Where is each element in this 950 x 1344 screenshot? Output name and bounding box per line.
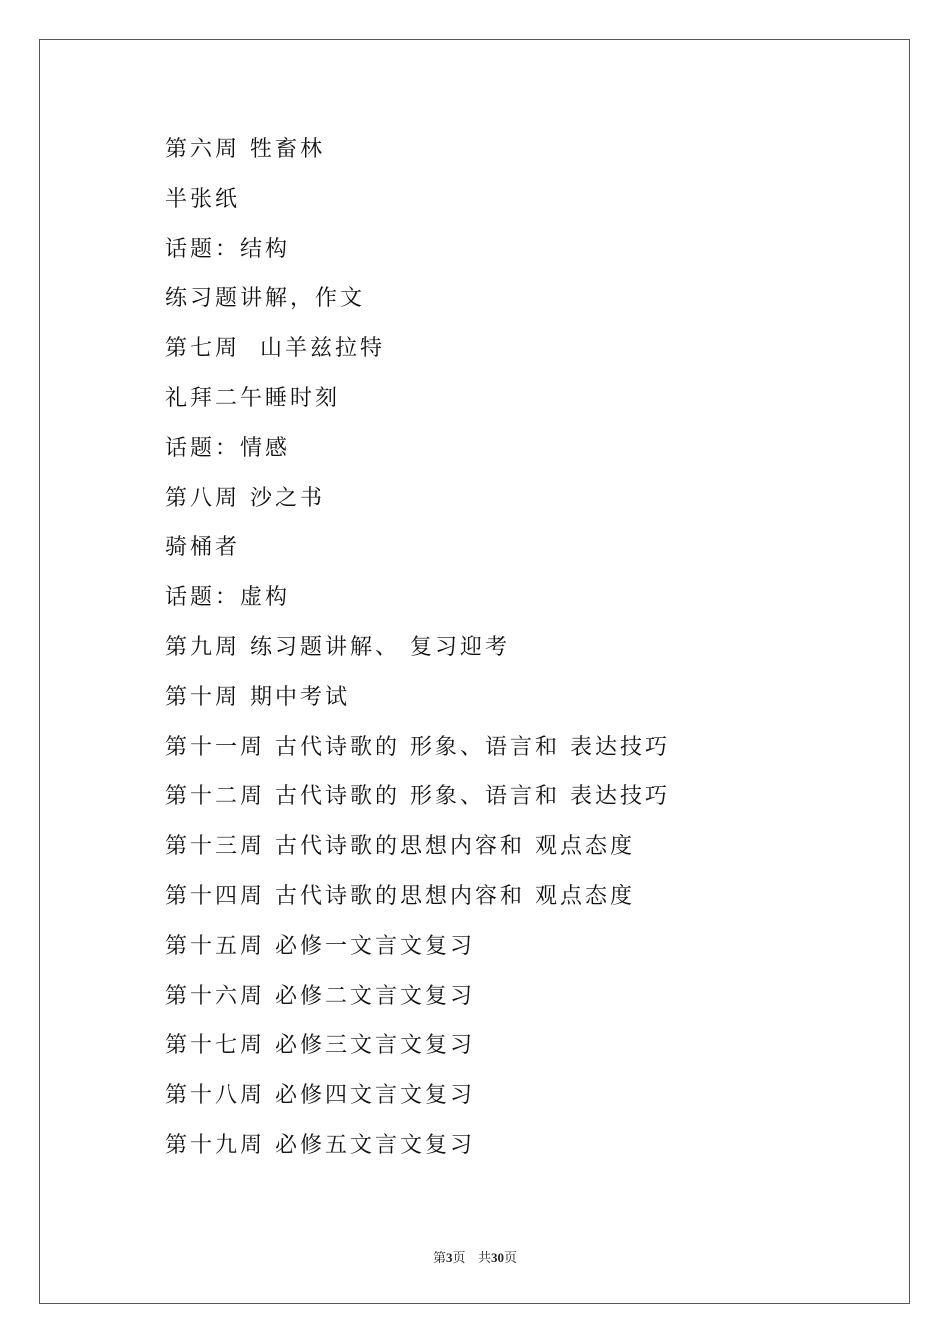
text-line: 话题：虚构: [165, 585, 291, 611]
text-line: 骑桶者: [165, 535, 241, 561]
text-line: 第十周 期中考试: [165, 684, 350, 710]
total-pages: 30: [490, 1250, 504, 1265]
text-line: 第十六周 必修二文言文复习: [165, 983, 475, 1009]
text-line: 第八周 沙之书: [165, 485, 325, 511]
text-line: 第十一周 古代诗歌的 形象、语言和 表达技巧: [165, 734, 670, 760]
text-line: 第十二周 古代诗歌的 形象、语言和 表达技巧: [165, 784, 670, 810]
text-line: 话题：结构: [165, 236, 291, 262]
text-line: 第六周 牲畜林: [165, 137, 325, 162]
page-number: 3: [446, 1250, 453, 1265]
text-line: 练习题讲解，作文: [165, 286, 366, 312]
text-line: 第十八周 必修四文言文复习: [165, 1083, 475, 1109]
text-line: 第十五周 必修一文言文复习: [165, 933, 475, 959]
text-line: 半张纸: [165, 186, 241, 212]
text-line: 第十四周 古代诗歌的思想内容和 观点态度: [165, 883, 635, 909]
total-suffix: 页: [503, 1251, 517, 1266]
text-line: 第十七周 必修三文言文复习: [165, 1033, 475, 1059]
text-line: 礼拜二午睡时刻: [165, 385, 341, 411]
total-prefix: 共: [477, 1251, 491, 1266]
text-line: 第七周 山羊兹拉特: [165, 336, 385, 362]
document-body: [165, 130, 865, 1176]
page-footer: [0, 1247, 950, 1266]
text-line: 第九周 练习题讲解、 复习迎考: [165, 634, 510, 660]
text-line: 第十三周 古代诗歌的思想内容和 观点态度: [165, 834, 635, 860]
text-line: 第十九周 必修五文言文复习: [165, 1132, 475, 1158]
page-prefix: 第: [433, 1251, 447, 1266]
text-line: 话题：情感: [165, 435, 291, 461]
page-suffix: 页: [452, 1251, 466, 1266]
